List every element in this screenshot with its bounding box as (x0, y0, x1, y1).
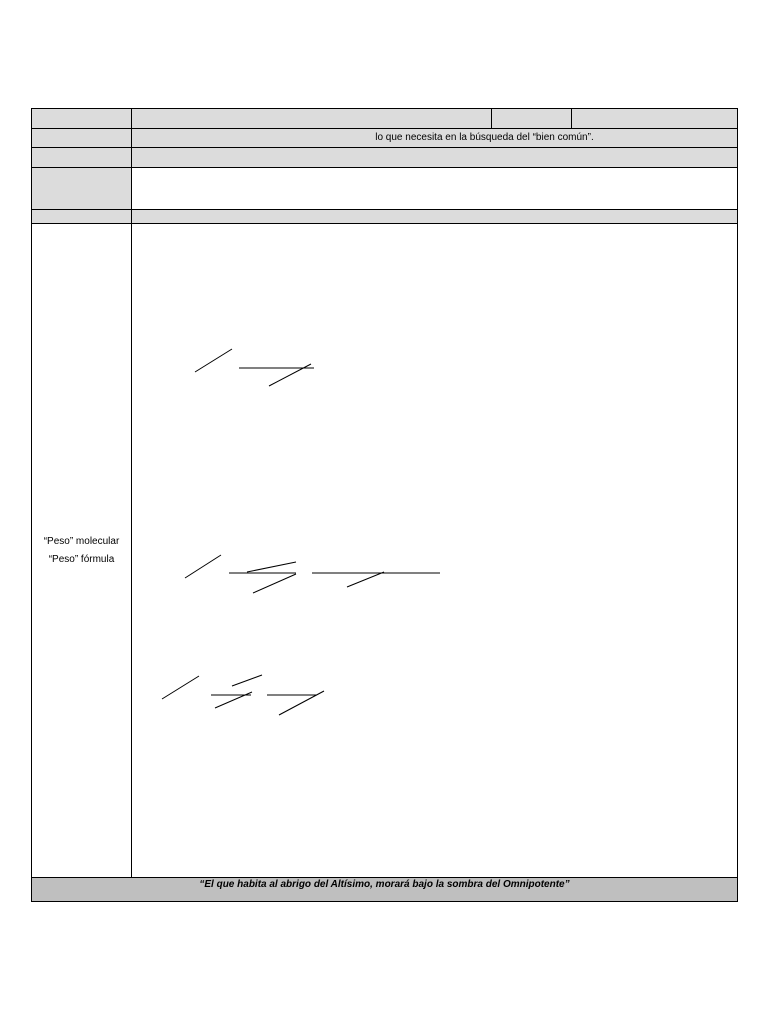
topic-line-2: “Peso” fórmula (48, 553, 115, 565)
row1-label-cell (31, 108, 132, 129)
row2-label-cell (31, 128, 132, 148)
footer-quote: “El que habita al abrigo del Altísimo, morará bajo la sombra del Omnipotente” (199, 879, 570, 890)
lesson-plan-table (31, 108, 738, 902)
row1-field-c-cell (571, 108, 738, 129)
row1-field-b-cell (491, 108, 572, 129)
row2-value-cell (131, 128, 738, 148)
row2-value: lo que necesita en la búsqueda del “bien común”. (375, 132, 594, 143)
row5-label-cell (31, 209, 132, 224)
topic-cell (31, 223, 132, 878)
topic-line-1: “Peso” molecular (43, 535, 120, 547)
row3-label-cell (31, 147, 132, 168)
row5-value-cell (131, 209, 738, 224)
row3-value-cell (131, 147, 738, 168)
footer-quote-cell (31, 877, 738, 902)
row4-value-cell (131, 167, 738, 210)
row1-field-a-cell (131, 108, 492, 129)
row4-label-cell (31, 167, 132, 210)
content-cell (131, 223, 738, 878)
